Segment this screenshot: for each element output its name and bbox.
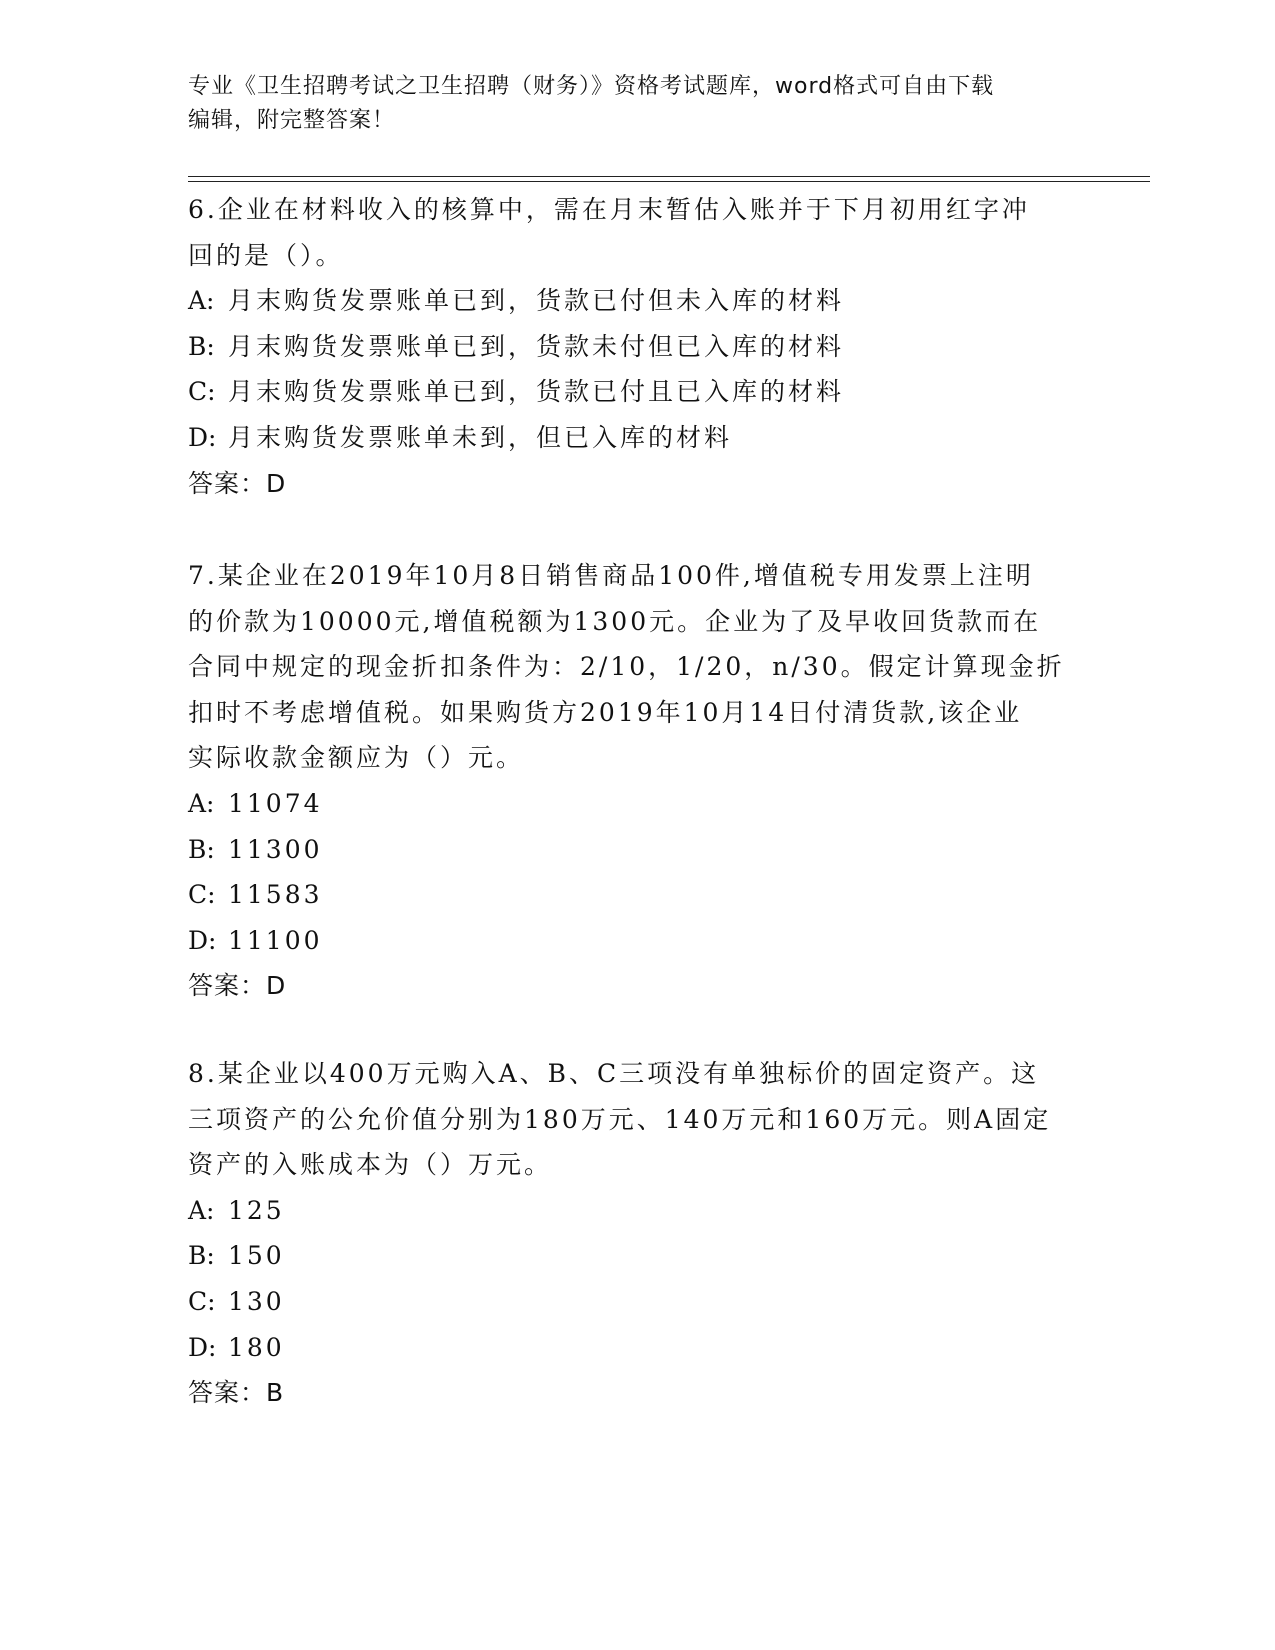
answer: 答案：D (188, 468, 287, 498)
option-d (188, 918, 1088, 964)
option-text: 月末购货发票账单已到，货款已付但未入库的材料 (228, 286, 845, 316)
question-stem-line: 三项资产的公允价值分别为180万元、140万元和160万元。则A固定 (188, 1104, 1052, 1134)
header-line-2: 编辑，附完整答案！ (188, 108, 396, 133)
question-stem-line: 6.企业在材料收入的核算中，需在月末暂估入账并于下月初用红字冲 (188, 195, 1030, 224)
option-label: B: (188, 834, 215, 864)
option-b (188, 1233, 1088, 1279)
option-a (188, 278, 1088, 324)
question-stem-line: 合同中规定的现金折扣条件为：2/10，1/20，n/30。假定计算现金折 (188, 652, 1065, 682)
option-text: 180 (228, 1332, 285, 1362)
option-c (188, 369, 1088, 415)
question-6 (188, 187, 1088, 506)
answer: 答案：D (188, 971, 287, 1001)
option-label: C: (188, 880, 216, 910)
option-text: 11583 (228, 880, 323, 910)
option-label: A: (188, 1195, 215, 1225)
document-header (188, 70, 1088, 138)
option-text: 130 (228, 1286, 285, 1316)
answer: 答案：B (188, 1378, 285, 1408)
option-text: 11100 (228, 925, 323, 955)
option-label: C: (188, 377, 216, 407)
option-text: 150 (228, 1241, 285, 1271)
option-text: 月末购货发票账单已到，货款未付但已入库的材料 (228, 331, 845, 361)
option-a (188, 1188, 1088, 1234)
question-7 (188, 553, 1088, 1009)
option-label: A: (188, 788, 215, 818)
option-text: 11300 (228, 834, 323, 864)
option-text: 125 (228, 1195, 285, 1225)
option-label: D: (188, 422, 217, 452)
question-stem-line: 8.某企业以400万元购入A、B、C三项没有单独标价的固定资产。这 (188, 1059, 1040, 1088)
option-text: 月末购货发票账单已到，货款已付且已入库的材料 (228, 377, 845, 407)
option-label: B: (188, 1241, 215, 1271)
question-stem-line: 7.某企业在2019年10月8日销售商品100件,增值税专用发票上注明 (188, 561, 1034, 590)
header-divider-top (188, 176, 1150, 177)
option-text: 月末购货发票账单未到，但已入库的材料 (228, 422, 733, 452)
option-a (188, 781, 1088, 827)
option-text: 11074 (228, 788, 323, 818)
question-stem-line: 回的是（）。 (188, 240, 344, 270)
option-label: D: (188, 1332, 217, 1362)
question-stem-line: 实际收款金额应为（）元。 (188, 743, 525, 773)
option-label: A: (188, 286, 215, 316)
option-d (188, 415, 1088, 461)
option-c (188, 872, 1088, 918)
option-d (188, 1325, 1088, 1371)
question-stem-line: 的价款为10000元,增值税额为1300元。企业为了及早收回货款而在 (188, 606, 1042, 636)
option-label: B: (188, 331, 215, 361)
header-divider-bottom (188, 181, 1150, 182)
option-label: C: (188, 1286, 216, 1316)
option-label: D: (188, 925, 217, 955)
question-stem-line: 扣时不考虑增值税。如果购货方2019年10月14日付清货款,该企业 (188, 697, 1023, 727)
option-b (188, 827, 1088, 873)
option-b (188, 324, 1088, 370)
question-stem-line: 资产的入账成本为（）万元。 (188, 1150, 553, 1180)
header-line-1: 专业《卫生招聘考试之卫生招聘（财务）》资格考试题库，word格式可自由下载 (188, 74, 995, 99)
question-8 (188, 1051, 1088, 1416)
option-c (188, 1279, 1088, 1325)
